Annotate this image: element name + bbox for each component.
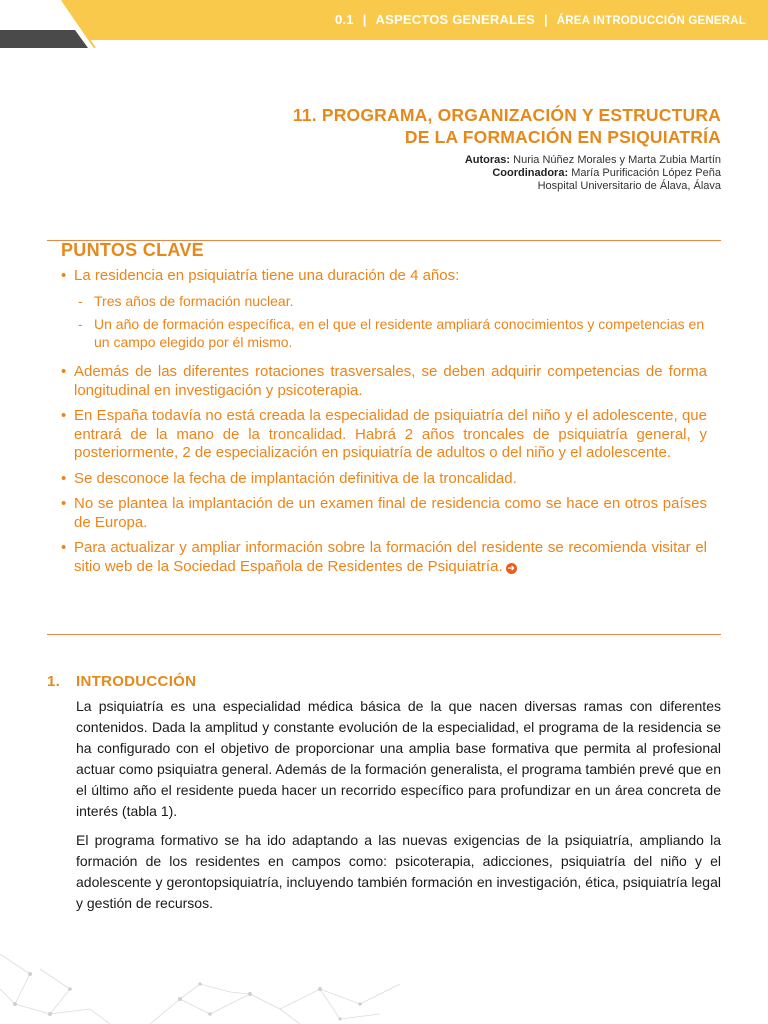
body-paragraph: La psiquiatría es una especialidad médica básica de la que nacen diversas ramas con diferentes contenidos. Dada la amplitud y constante evolución de la especialidad, el programa de la residencia se ha configurado con el objetivo de proporcionar una amplia base formativa que permita al profesional actuar como psiquiatra general. Además de la formación generalista, el programa también prevé que en el último año el residente pueda hacer un recorrido específico para profundizar en un área concreta de interés (tabla 1).	[76, 698, 721, 819]
key-points-heading: PUNTOS CLAVE	[61, 240, 204, 260]
institution-line: Hospital Universitario de Álava, Álava	[537, 180, 721, 192]
header-breadcrumb	[335, 12, 746, 27]
section-heading	[47, 673, 721, 690]
authors-line	[221, 154, 721, 167]
header-separator: |	[362, 12, 367, 27]
section-number: 1.	[47, 673, 61, 690]
header-separator: |	[543, 12, 548, 27]
bullet-marker: •	[61, 363, 67, 380]
bullet-marker: •	[61, 495, 67, 512]
key-point-item	[61, 363, 707, 400]
header-area-name: ÁREA INTRODUCCIÓN GENERAL	[556, 15, 746, 27]
bullet-marker: •	[61, 407, 67, 424]
coordinator-line	[221, 167, 721, 180]
key-point-text: La residencia en psiquiatría tiene una duración de 4 años:	[74, 267, 460, 284]
key-point-text: Además de las diferentes rotaciones trasversales, se deben adquirir competencias de forma longitudinal en investigación y psicoterapia.	[74, 363, 707, 399]
authors-names: Nuria Núñez Morales y Marta Zubia Martín	[513, 154, 721, 166]
key-point-subitem	[78, 293, 707, 311]
key-point-item	[61, 267, 707, 286]
bullet-marker: •	[61, 267, 67, 284]
section-title: INTRODUCCIÓN	[76, 673, 197, 690]
key-point-text: Se desconoce la fecha de implantación definitiva de la troncalidad.	[74, 469, 517, 487]
coordinator-label: Coordinadora:	[492, 167, 569, 179]
dash-marker: -	[78, 292, 83, 309]
key-point-text: No se plantea la implantación de un examen final de residencia como se hace en otros países de Europa.	[74, 495, 707, 531]
key-point-subitem-text: Un año de formación específica, en el que el residente ampliará conocimientos y competencias en un campo elegido por él mismo.	[94, 316, 705, 350]
authors-label: Autoras:	[464, 154, 511, 166]
coordinator-name: María Purificación López Peña	[571, 167, 721, 179]
chapter-credits	[221, 154, 721, 193]
key-points-box	[61, 240, 707, 583]
chapter-title	[161, 104, 721, 148]
header-section-name: ASPECTOS GENERALES	[375, 12, 535, 27]
chapter-title-line2: DE LA FORMACIÓN EN PSIQUIATRÍA	[404, 127, 721, 147]
key-point-item	[61, 470, 707, 489]
header-corner-decoration	[0, 0, 100, 48]
header-section-number: 0.1	[335, 12, 354, 27]
key-point-subitem-text: Tres años de formación nuclear.	[94, 292, 294, 309]
bullet-marker: •	[61, 469, 67, 487]
key-point-item	[61, 407, 707, 463]
chapter-title-line1: 11. PROGRAMA, ORGANIZACIÓN Y ESTRUCTURA	[292, 105, 721, 125]
key-point-text: Para actualizar y ampliar información sobre la formación del residente se recomienda visitar el sitio web de la Sociedad Española de Residentes de Psiquiatría.	[74, 539, 707, 575]
key-point-text: En España todavía no está creada la especialidad de psiquiatría del niño y el adolescente, que entrará de la mano de la troncalidad. Habrá 2 años troncales de psiquiatría general, y posteriormente, 2 de especialización en psiquiatría de adultos o del niño y el adolescente.	[74, 407, 707, 461]
bullet-marker: •	[61, 539, 67, 556]
body-paragraph: El programa formativo se ha ido adaptando a las nuevas exigencias de la psiquiatría, ampliando la formación de los residentes en campos como: psicoterapia, adicciones, psiquiatría del niño y el adolescente y gerontopsiquiatría, incluyendo también formación en investigación, ética, psiquiatría legal y gestión de recursos.	[76, 832, 721, 911]
dash-marker: -	[78, 316, 83, 332]
network-pattern-decoration	[0, 914, 420, 1024]
introduction-section	[47, 673, 721, 914]
key-point-item	[61, 495, 707, 532]
external-link-arrow-icon[interactable]: ➜	[507, 562, 515, 573]
keypoints-bottom-rule	[47, 634, 721, 635]
key-point-subitem	[78, 316, 707, 351]
key-point-item	[61, 539, 707, 576]
